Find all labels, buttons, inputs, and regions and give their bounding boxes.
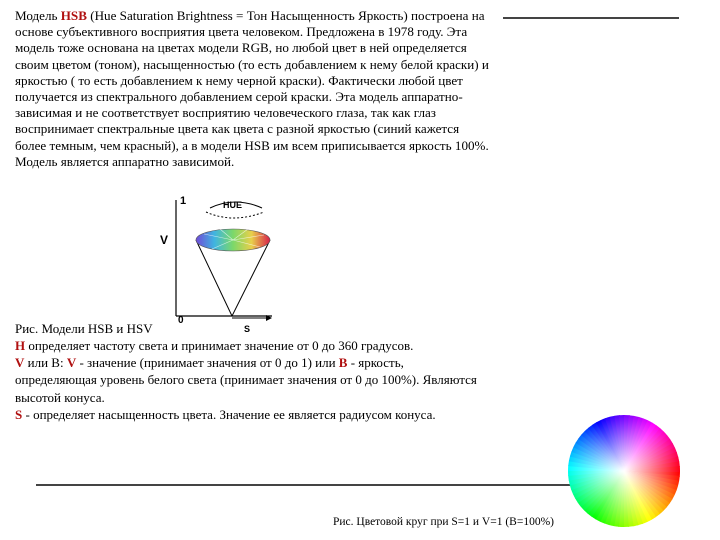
saturation-overlay bbox=[568, 415, 680, 527]
hue-arrow-lower bbox=[206, 212, 264, 218]
definition-h bbox=[15, 337, 485, 354]
intro-term: HSB bbox=[60, 8, 87, 23]
definition-v bbox=[15, 354, 485, 406]
definition-text: - значение (принимает значения от 0 до 1) или bbox=[76, 355, 339, 371]
wheel-caption: Рис. Цветовой круг при S=1 и V=1 (B=100%) bbox=[333, 516, 554, 528]
definition-text: определяет частоту света и принимает значение от 0 до 360 градусов. bbox=[25, 338, 414, 353]
definition-key: H bbox=[15, 338, 26, 353]
definition-text: - определяет насыщенность цвета. Значение ее является радиусом конуса. bbox=[22, 406, 436, 422]
intro-paragraph bbox=[15, 8, 490, 170]
definition-key: B bbox=[338, 355, 348, 371]
definitions-list bbox=[15, 337, 485, 423]
label-s: S bbox=[244, 324, 251, 334]
label-one: 1 bbox=[180, 195, 187, 207]
definition-key: V bbox=[15, 355, 25, 371]
label-hue: HUE bbox=[223, 200, 243, 210]
label-v: V bbox=[160, 233, 169, 247]
hsb-cone-diagram bbox=[160, 188, 290, 338]
definition-s bbox=[15, 406, 485, 423]
definition-key: V bbox=[66, 355, 77, 371]
color-wheel bbox=[566, 413, 682, 529]
figure-caption: Рис. Модели HSB и HSV bbox=[15, 321, 153, 336]
label-zero: 0 bbox=[178, 315, 184, 326]
cone-right-edge bbox=[232, 240, 270, 316]
intro-text: (Hue Saturation Brightness = Тон Насыщенность Яркость) построена на основе субъективного восприятия цвета человеком. Предложена в 1978 году. Эта модель тоже основана на цветах модели RGB, но любой цвет в ней определяется своим цветом (тоном), насыщенностью (то есть добавлением к нему белой краски) и яркостью ( то есть добавлением к нему черной краски). Фактически любой цвет получается из спектрального добавлением серой краски. Эта модель аппаратно-зависимая и не соответствует восприятию человеческого глаза, так как глаз воспринимает спектральные цвета как цвета с разной яркостью (синий кажется более темным, чем красный), а в модели HSB им всем приписывается яркость 100%. Модель является аппаратно зависимой. bbox=[15, 8, 489, 169]
definition-key: S bbox=[15, 406, 23, 422]
definition-text: или B: bbox=[24, 355, 67, 371]
intro-prefix: Модель bbox=[15, 8, 61, 23]
cone-left-edge bbox=[196, 240, 232, 316]
definition-text: - яркость, определяющая уровень белого света (принимает значения от 0 до 100%). Являются высотой конуса. bbox=[15, 355, 477, 405]
top-rule bbox=[503, 17, 679, 19]
